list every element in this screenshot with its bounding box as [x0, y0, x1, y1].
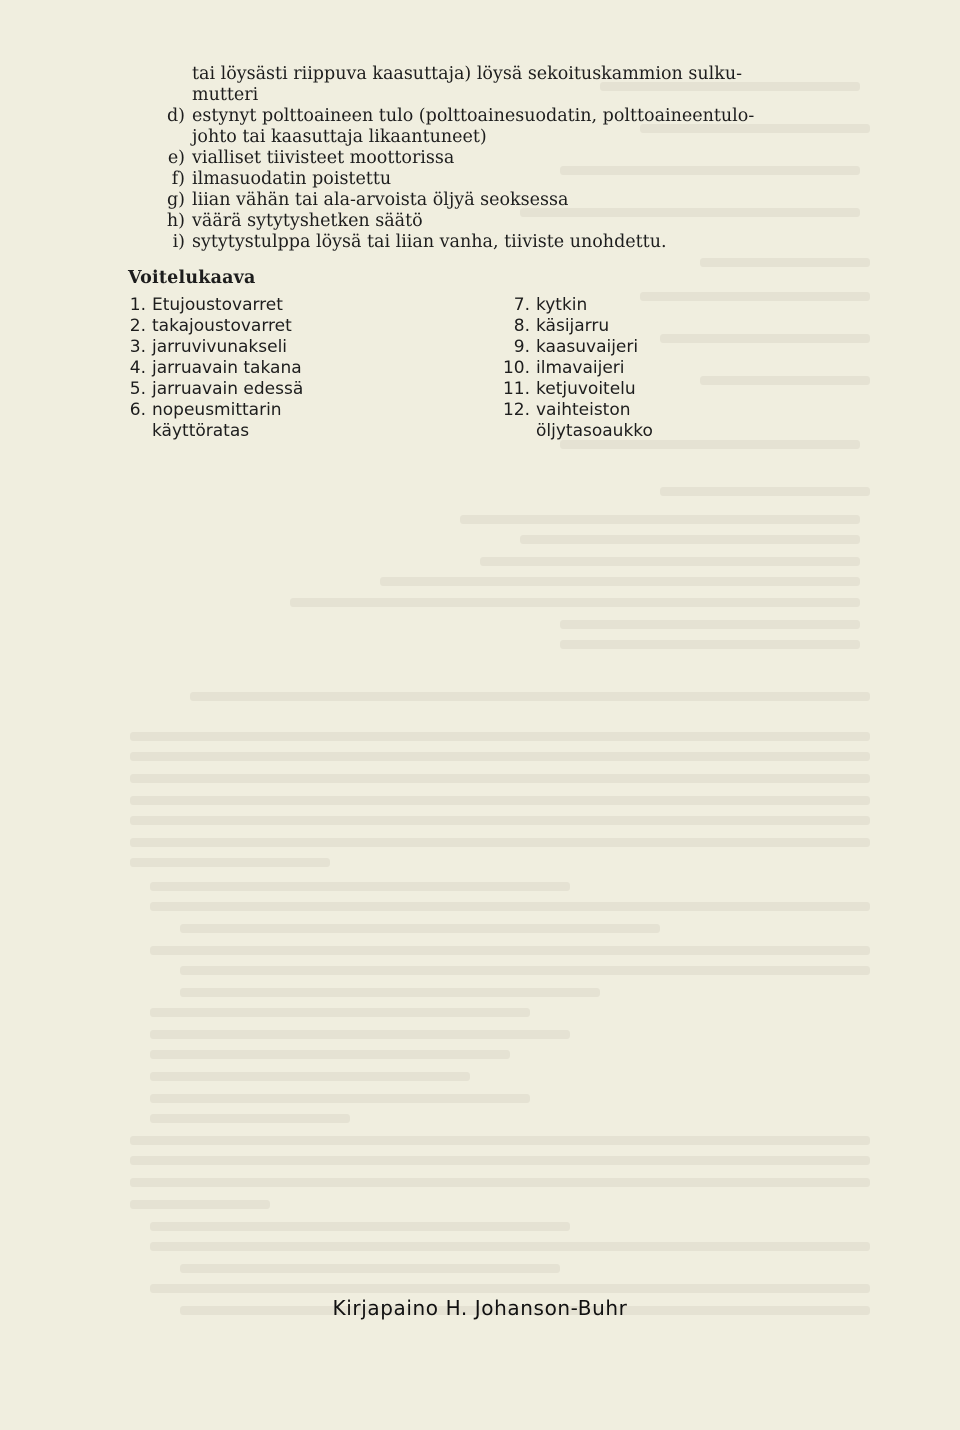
item-text: takajoustovarret — [152, 316, 292, 336]
item-number: 9. — [513, 337, 530, 357]
cause-label: g) — [166, 190, 185, 210]
section-heading: Voitelukaava — [128, 268, 256, 288]
item-text: ketjuvoitelu — [536, 379, 636, 399]
item-text: ilmavaijeri — [536, 358, 625, 378]
cause-line — [128, 85, 888, 106]
item-number: 10. — [502, 358, 530, 378]
item-number: 4. — [129, 358, 146, 378]
item-number: 3. — [129, 337, 146, 357]
item-text: käsijarru — [536, 316, 610, 336]
item-text: jarruvivunakseli — [152, 337, 288, 357]
cause-line — [128, 106, 888, 127]
cause-text: sytytystulppa löysä tai liian vanha, tiiviste unohdettu. — [192, 232, 667, 252]
item-number: 12. — [502, 400, 530, 420]
item-text: nopeusmittarin käyttöratas — [152, 400, 282, 441]
item-number: 6. — [129, 400, 146, 420]
cause-text: liian vähän tai ala-arvoista öljyä seoksessa — [192, 190, 569, 210]
item-text: kytkin — [536, 295, 588, 315]
lubrication-list-right — [496, 295, 796, 442]
cause-text: mutteri — [192, 85, 259, 105]
list-item — [128, 337, 458, 358]
cause-label: h) — [166, 211, 185, 231]
cause-text: vialliset tiivisteet moottorissa — [192, 148, 455, 168]
cause-line — [128, 169, 888, 190]
item-number: 7. — [513, 295, 530, 315]
item-text: jarruavain edessä — [152, 379, 304, 399]
item-number: 11. — [502, 379, 530, 399]
item-text: vaihteiston öljytasoaukko — [536, 400, 653, 441]
cause-line — [128, 232, 888, 253]
item-number: 8. — [513, 316, 530, 336]
printer-imprint: Kirjapaino H. Johanson-Buhr — [332, 1296, 628, 1320]
cause-line — [128, 64, 888, 85]
item-number: 5. — [129, 379, 146, 399]
list-item — [128, 316, 458, 337]
fault-causes-list — [128, 64, 888, 253]
cause-text: väärä sytytyshetken säätö — [192, 211, 423, 231]
cause-text: tai löysästi riippuva kaasuttaja) löysä sekoituskammion sulku- — [192, 64, 743, 84]
list-item — [496, 400, 796, 442]
cause-label: f) — [171, 169, 185, 189]
cause-line — [128, 127, 888, 148]
item-number: 1. — [129, 295, 146, 315]
list-item — [496, 295, 796, 316]
list-item — [128, 295, 458, 316]
cause-text: ilmasuodatin poistettu — [192, 169, 392, 189]
list-item — [128, 379, 458, 400]
cause-line — [128, 148, 888, 169]
cause-line — [128, 190, 888, 211]
item-number: 2. — [129, 316, 146, 336]
cause-line — [128, 211, 888, 232]
cause-label: i) — [172, 232, 185, 252]
cause-text: estynyt polttoaineen tulo (polttoainesuodatin, polttoaineentulo- — [192, 106, 755, 126]
cause-text: johto tai kaasuttaja likaantuneet) — [192, 127, 487, 147]
list-item — [496, 316, 796, 337]
cause-label: d) — [166, 106, 185, 126]
item-text: Etujoustovarret — [152, 295, 283, 315]
list-item — [128, 400, 458, 442]
lubrication-list-left — [128, 295, 458, 442]
item-text: kaasuvaijeri — [536, 337, 639, 357]
item-text: jarruavain takana — [152, 358, 302, 378]
list-item — [496, 358, 796, 379]
list-item — [128, 358, 458, 379]
list-item — [496, 379, 796, 400]
list-item — [496, 337, 796, 358]
cause-label: e) — [167, 148, 185, 168]
